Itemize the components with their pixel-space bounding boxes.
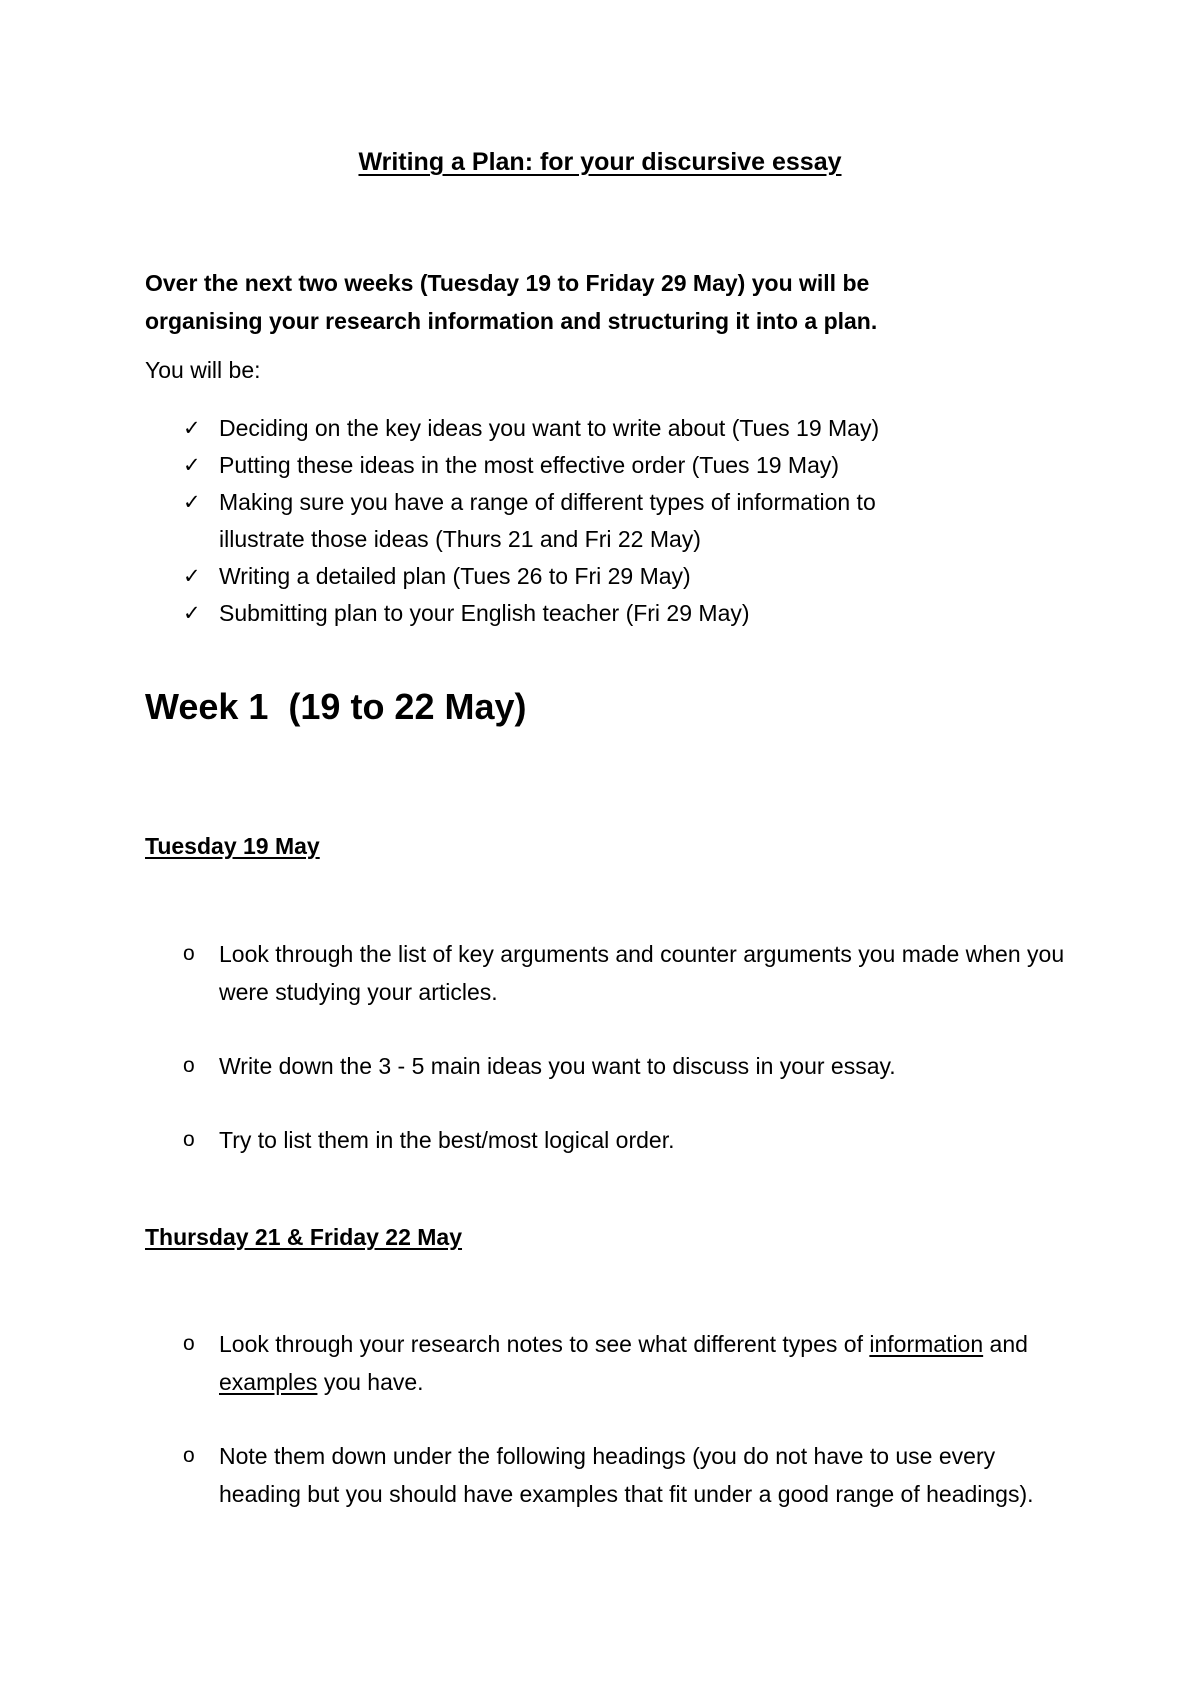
you-will-be-label: You will be:	[145, 357, 261, 383]
document-title: Writing a Plan: for your discursive essay	[358, 148, 842, 176]
circle-bullet-icon: o	[183, 1128, 195, 1151]
list-item-text: Look through the list of key arguments and counter arguments you made when you were studying your articles.	[219, 941, 1065, 1005]
intro-line-1: Over the next two weeks (Tuesday 19 to Friday 29 May) you will be	[145, 270, 870, 296]
checkmark-icon: ✓	[183, 417, 201, 440]
checkmark-icon: ✓	[183, 602, 201, 625]
underlined-word-examples: examples	[219, 1369, 318, 1395]
list-item	[183, 1325, 1083, 1401]
underlined-word-information: information	[869, 1331, 984, 1357]
checkmark-icon: ✓	[183, 454, 201, 477]
checklist-item	[183, 410, 1083, 447]
list-item	[183, 1047, 1083, 1085]
task-checklist	[183, 410, 1083, 632]
intro-paragraph	[145, 264, 1095, 340]
thursday-friday-heading: Thursday 21 & Friday 22 May	[145, 1224, 463, 1250]
checklist-item	[183, 447, 1083, 484]
circle-bullet-icon: o	[183, 942, 195, 965]
checklist-item	[183, 558, 1083, 595]
list-item-text: Look through your research notes to see what different types of	[219, 1331, 870, 1357]
checklist-item-text: Making sure you have a range of different types of information to	[219, 489, 876, 515]
list-item-text: Try to list them in the best/most logical order.	[219, 1127, 675, 1153]
checkmark-icon: ✓	[183, 491, 201, 514]
thursday-friday-task-list	[183, 1325, 1083, 1549]
list-item-text: Note them down under the following headings (you do not have to use every heading but you should have examples that fit under a good range of headings).	[219, 1443, 1034, 1507]
checklist-item-text-continued: illustrate those ideas (Thurs 21 and Fri 22 May)	[219, 526, 701, 552]
checklist-item-text: Writing a detailed plan (Tues 26 to Fri 29 May)	[219, 563, 691, 589]
list-item-text: Write down the 3 - 5 main ideas you want to discuss in your essay.	[219, 1053, 896, 1079]
list-item	[183, 1121, 1083, 1159]
checklist-item	[183, 484, 1083, 558]
checklist-item	[183, 595, 1083, 632]
checklist-item-text: Submitting plan to your English teacher (Fri 29 May)	[219, 600, 750, 626]
checklist-item-text: Putting these ideas in the most effective order (Tues 19 May)	[219, 452, 840, 478]
intro-line-2: organising your research information and structuring it into a plan.	[145, 308, 878, 334]
checklist-item-text: Deciding on the key ideas you want to write about (Tues 19 May)	[219, 415, 880, 441]
checkmark-icon: ✓	[183, 565, 201, 588]
tuesday-heading: Tuesday 19 May	[145, 833, 320, 859]
circle-bullet-icon: o	[183, 1054, 195, 1077]
week-1-heading: Week 1 (19 to 22 May)	[145, 686, 527, 727]
circle-bullet-icon: o	[183, 1332, 195, 1355]
list-item	[183, 1437, 1083, 1513]
list-item-text-end: you have.	[317, 1369, 424, 1395]
list-item-text-connector: and	[983, 1331, 1028, 1357]
circle-bullet-icon: o	[183, 1444, 195, 1467]
tuesday-task-list	[183, 935, 1083, 1195]
list-item	[183, 935, 1083, 1011]
